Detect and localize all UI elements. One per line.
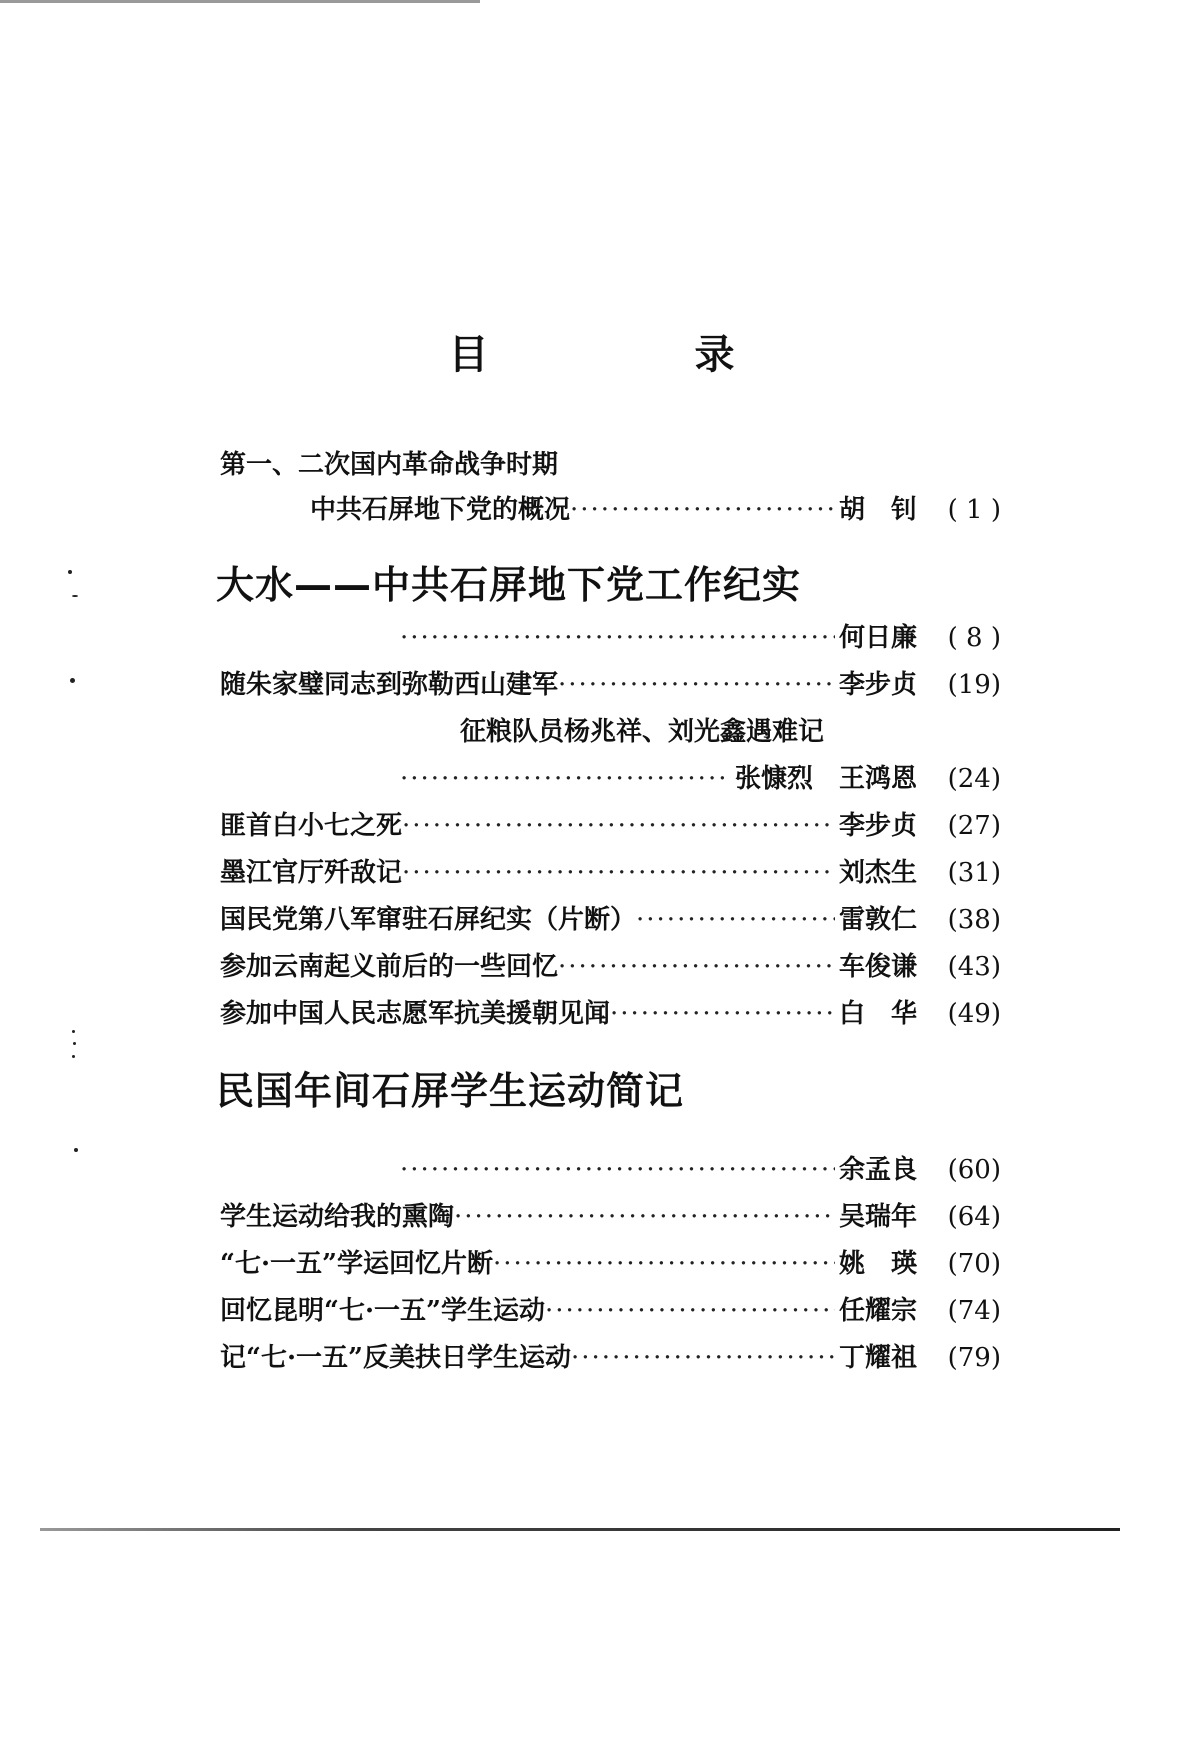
dot-leader [570, 490, 835, 530]
dot-leader [400, 1150, 835, 1190]
entry-page: (64) [947, 1202, 1001, 1232]
toc-entry[interactable] [220, 994, 1001, 1034]
entry-author: 姚 瑛 [838, 1249, 917, 1279]
entry-page: (70) [947, 1249, 1001, 1279]
dot-leader [558, 665, 835, 705]
dot-leader [402, 853, 835, 893]
toc-title-line: 第一、二次国内革命战争时期 [220, 450, 559, 480]
toc-entry[interactable] [220, 853, 1001, 893]
toc-entry[interactable] [310, 490, 1001, 530]
entry-author: 余孟良 [838, 1155, 917, 1185]
dot-leader [571, 1338, 835, 1378]
dot-leader [545, 1291, 835, 1331]
dot-leader [558, 947, 835, 987]
scan-speck [72, 1030, 75, 1033]
entry-author: 丁耀祖 [838, 1343, 917, 1373]
dot-leader [454, 1197, 835, 1237]
entry-author: 车俊谦 [838, 952, 917, 982]
entry-author: 白 华 [838, 999, 917, 1029]
toc-entry[interactable] [220, 900, 1001, 940]
top-edge-rule [0, 0, 480, 3]
scan-speck [72, 1055, 75, 1058]
scan-speck [70, 678, 75, 683]
page-title: 目 录 [448, 332, 831, 378]
bottom-edge-rule [40, 1528, 1120, 1531]
entry-author: 任耀宗 [838, 1296, 917, 1326]
toc-title-line: 征粮队员杨兆祥、刘光鑫遇难记 [460, 717, 825, 747]
entry-title: 回忆昆明“七·一五”学生运动 [220, 1296, 545, 1326]
entry-page: (38) [947, 905, 1001, 935]
entry-title: 参加中国人民志愿军抗美援朝见闻 [220, 999, 611, 1029]
entry-page: (24) [947, 764, 1001, 794]
entry-page: ( 1 ) [947, 495, 1001, 525]
dot-leader [402, 806, 835, 846]
entry-author: 雷敦仁 [838, 905, 917, 935]
entry-page: (49) [947, 999, 1001, 1029]
entry-title: 学生运动给我的熏陶 [220, 1202, 455, 1232]
entry-page: (60) [947, 1155, 1001, 1185]
toc-entry[interactable] [400, 1150, 1001, 1190]
entry-page: (74) [947, 1296, 1001, 1326]
entry-title: 墨江官厅歼敌记 [220, 858, 403, 888]
entry-page: (31) [947, 858, 1001, 888]
toc-entry[interactable] [220, 1291, 1001, 1331]
entry-author: 刘杰生 [838, 858, 917, 888]
dot-leader [400, 618, 835, 658]
entry-page: (27) [947, 811, 1001, 841]
toc-entry[interactable] [220, 1338, 1001, 1378]
entry-title: 随朱家璧同志到弥勒西山建军 [220, 670, 559, 700]
entry-author: 胡 钊 [838, 495, 917, 525]
entry-title: 匪首白小七之死 [220, 811, 403, 841]
toc-entry[interactable] [220, 806, 1001, 846]
entry-author: 何日廉 [838, 623, 917, 653]
toc-entry[interactable] [220, 947, 1001, 987]
dot-leader [400, 759, 731, 799]
scan-speck [68, 570, 72, 574]
section-heading: 大水——中共石屏地下党工作纪实 [216, 563, 802, 607]
toc-entry[interactable] [220, 665, 1001, 705]
toc-entry[interactable] [400, 759, 1001, 799]
entry-author: 吴瑞年 [838, 1202, 917, 1232]
entry-author: 李步贞 [838, 811, 917, 841]
toc-entry[interactable] [400, 618, 1001, 658]
entry-title: “七·一五”学运回忆片断 [220, 1249, 493, 1279]
entry-title: 参加云南起义前后的一些回忆 [220, 952, 559, 982]
scan-speck [74, 1148, 78, 1152]
dot-leader [493, 1244, 835, 1284]
dot-leader [610, 994, 835, 1034]
entry-page: (79) [947, 1343, 1001, 1373]
scan-speck [73, 1042, 76, 1045]
entry-author: 李步贞 [838, 670, 917, 700]
entry-page: (43) [947, 952, 1001, 982]
toc-entry[interactable] [220, 1197, 1001, 1237]
entry-title: 国民党第八军窜驻石屏纪实（片断） [220, 905, 637, 935]
entry-author: 张慷烈 王鸿恩 [734, 764, 917, 794]
dot-leader [636, 900, 835, 940]
entry-page: (19) [947, 670, 1001, 700]
entry-title: 中共石屏地下党的概况 [310, 495, 571, 525]
scan-speck [72, 595, 78, 597]
entry-title: 记“七·一五”反美扶日学生运动 [220, 1343, 571, 1373]
entry-page: ( 8 ) [947, 623, 1001, 653]
toc-entry[interactable] [220, 1244, 1001, 1284]
section-heading: 民国年间石屏学生运动简记 [216, 1069, 685, 1113]
